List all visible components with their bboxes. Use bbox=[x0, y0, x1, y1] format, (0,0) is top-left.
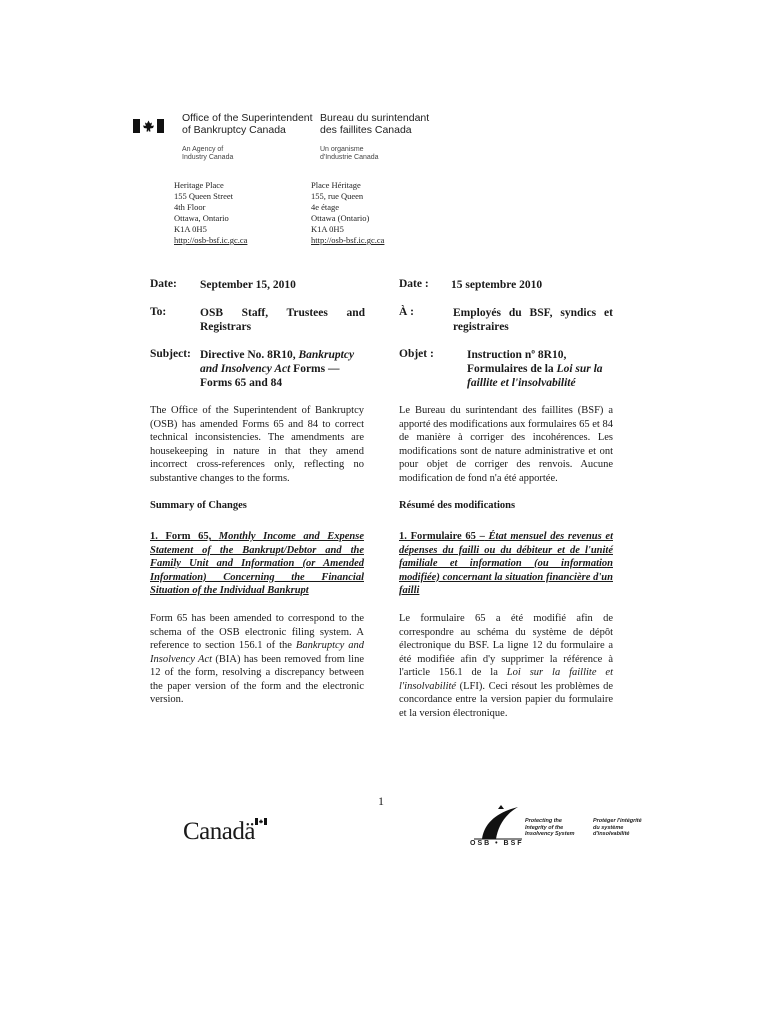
fr-item1-prefix: 1. Formulaire 65 – bbox=[399, 531, 485, 542]
en-form65-paragraph bbox=[150, 612, 364, 707]
fr-item1-heading bbox=[399, 530, 613, 598]
en-para2-text-end: (BIA) has been removed from line 12 of the form, resolving a discrepancy between the paper version of the form and the electronic version. bbox=[150, 653, 364, 705]
en-summary-heading: Summary of Changes bbox=[150, 500, 247, 511]
en-address-line: K1A 0H5 bbox=[174, 224, 207, 234]
fr-to-value: Employés du BSF, syndics et registraires bbox=[453, 307, 613, 333]
en-item1-title: Monthly Income and Expense Statement of the Bankrupt/Debtor and the Family Unit and Information (or Amended Information) Concerning the Financial Situation of the Individual Bankrupt bbox=[150, 531, 365, 596]
fr-address-line: K1A 0H5 bbox=[311, 224, 344, 234]
fr-website-link[interactable]: http://osb-bsf.ic.gc.ca bbox=[311, 235, 385, 245]
en-address bbox=[174, 180, 247, 246]
osb-tagline-en-line: Integrity of the bbox=[525, 824, 564, 831]
fr-address-line: Ottawa (Ontario) bbox=[311, 213, 370, 223]
fr-item1-title: État mensuel des revenus et dépenses du failli ou du débiteur et de l'unité familiale et information (ou information modifiée) concernant la situation financière d'un failli bbox=[399, 531, 613, 596]
en-org-line1: Office of the Superintendent bbox=[182, 112, 313, 124]
en-to-label: To: bbox=[150, 306, 167, 318]
en-date-value: September 15, 2010 bbox=[200, 279, 296, 291]
fr-address-line: Place Héritage bbox=[311, 180, 361, 190]
en-item1-prefix: 1. Form 65, bbox=[150, 531, 212, 542]
fr-date-label: Date : bbox=[399, 278, 429, 290]
en-agency-line2: Industry Canada bbox=[182, 154, 234, 161]
fr-agency bbox=[320, 146, 379, 162]
canada-flag-icon bbox=[133, 119, 164, 133]
en-subject-act: Bankruptcy and Insolvency Act bbox=[200, 349, 355, 375]
en-org-name bbox=[182, 112, 313, 136]
fr-subject-value bbox=[467, 348, 613, 390]
fr-agency-line1: Un organisme bbox=[320, 146, 364, 153]
en-intro-paragraph: The Office of the Superintendent of Bankruptcy (OSB) has amended Forms 65 and 84 to correct technical inconsistencies. The amendments are housekeeping in nature in that they amend incorrect cross-references only, reflecting no substantive changes to the forms. bbox=[150, 405, 364, 484]
fr-to-label: À : bbox=[399, 306, 415, 318]
fr-subject-text: Instruction nº 8R10, Formulaires de la bbox=[467, 349, 567, 375]
en-agency bbox=[182, 146, 233, 162]
fr-org-line2: des faillites Canada bbox=[320, 124, 412, 136]
fr-org-line1: Bureau du surintendant bbox=[320, 112, 430, 124]
en-to-value: OSB Staff, Trustees and Registrars bbox=[200, 307, 365, 333]
en-para2-act: Bankruptcy and Insolvency Act bbox=[150, 640, 365, 665]
en-subject-value bbox=[200, 348, 365, 390]
en-agency-line1: An Agency of bbox=[182, 146, 224, 153]
osb-tagline-en-line: Insolvency System bbox=[525, 831, 575, 837]
wordmark-flag-icon bbox=[255, 818, 267, 825]
osb-tagline-en-line: Protecting the bbox=[525, 818, 562, 824]
fr-address-line: 155, rue Queen bbox=[311, 191, 364, 201]
en-address-line: 155 Queen Street bbox=[174, 191, 234, 201]
en-subject-text: Directive No. 8R10, bbox=[200, 349, 296, 361]
fr-form65-paragraph bbox=[399, 612, 613, 720]
fr-org-name bbox=[320, 112, 429, 136]
osb-logo-icon bbox=[474, 805, 522, 841]
osb-tagline-fr-line: d'insolvabilité bbox=[593, 831, 630, 837]
osb-tagline-fr bbox=[593, 818, 642, 838]
fr-summary-heading: Résumé des modifications bbox=[399, 500, 516, 511]
osb-mark: OSB • BSF bbox=[470, 840, 524, 847]
fr-address bbox=[311, 180, 384, 246]
en-item1-heading bbox=[150, 530, 364, 598]
en-subject-label: Subject: bbox=[150, 348, 191, 360]
osb-tagline-en bbox=[525, 818, 575, 838]
fr-subject-label: Objet : bbox=[399, 348, 434, 360]
en-address-line: Heritage Place bbox=[174, 180, 224, 190]
fr-address-line: 4e étage bbox=[311, 202, 340, 212]
fr-para2-text-end: (LFI). Ceci résout les problèmes de concordance entre la version papier du formulaire et la version électronique. bbox=[399, 680, 613, 719]
canada-wordmark: Canadä bbox=[183, 818, 255, 845]
en-subject-text-end: Forms — Forms 65 and 84 bbox=[200, 363, 340, 389]
page-number: 1 bbox=[378, 794, 384, 808]
en-address-line: 4th Floor bbox=[174, 202, 206, 212]
en-org-line2: of Bankruptcy Canada bbox=[182, 124, 286, 136]
fr-date-value: 15 septembre 2010 bbox=[451, 279, 543, 291]
en-address-line: Ottawa, Ontario bbox=[174, 213, 229, 223]
fr-agency-line2: d'Industrie Canada bbox=[320, 154, 379, 161]
fr-para2-act: Loi sur la faillite et l'insolvabilité bbox=[399, 667, 613, 692]
en-date-label: Date: bbox=[150, 278, 177, 290]
fr-para2-text: Le formulaire 65 a été modifié afin de correspondre au schéma du système de dépôt électronique du BSF. La ligne 12 du formulaire a été modifiée afin d'y supprimer la référence à l'article 156.1 de la bbox=[399, 613, 613, 678]
osb-tagline-fr-line: du système bbox=[593, 824, 624, 831]
en-para2-text: Form 65 has been amended to correspond to the schema of the OSB electronic filing system. A reference to section 156.1 of the bbox=[150, 613, 364, 651]
osb-tagline-fr-line: Protéger l'intégrité bbox=[593, 818, 642, 824]
fr-intro-paragraph: Le Bureau du surintendant des faillites (BSF) a apporté des modifications aux formulaires 65 et 84 de manière à corriger des incohérences. Les modifications sont de nature administrative et ont pour objet de corriger des renvois. Aucune modification de fond n'a été apportée. bbox=[399, 405, 613, 484]
en-website-link[interactable]: http://osb-bsf.ic.gc.ca bbox=[174, 235, 248, 245]
fr-subject-act: Loi sur la faillite et l'insolvabilité bbox=[467, 363, 603, 389]
